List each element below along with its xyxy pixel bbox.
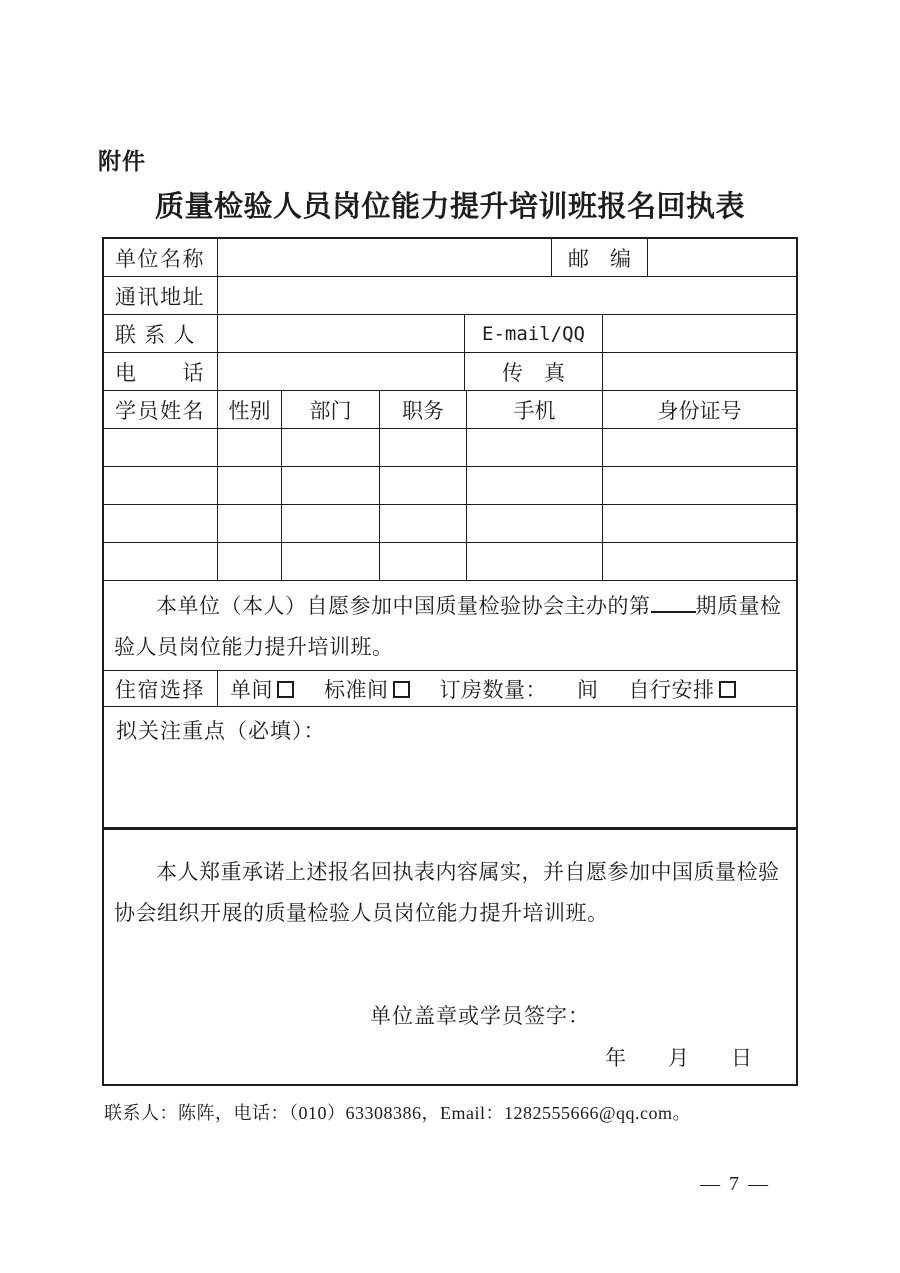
table-cell [603,543,796,580]
row-contact [104,315,796,353]
table-cell [282,467,380,504]
table-cell [218,467,282,504]
table-cell [104,543,218,580]
room-unit-label: 间 [577,677,599,702]
student-name-header: 学员姓名 [104,391,218,428]
table-cell [218,543,282,580]
checkbox-icon [393,681,410,698]
single-room-label: 单间 [230,677,273,702]
student-row [104,467,796,505]
table-cell [380,429,467,466]
contact-footer: 联系人：陈阵，电话：（010）63308386，Email：1282555666@qq.com。 [104,1103,692,1123]
participation-statement [114,586,786,668]
accommodation-options [218,671,796,706]
row-phone [104,353,796,391]
table-cell [104,467,218,504]
fax-label: 传 真 [465,353,603,390]
table-cell [104,505,218,542]
email-qq-label: E-mail/QQ [465,315,603,352]
row-unit-name [104,239,796,277]
table-cell [282,505,380,542]
accommodation-row [104,671,796,707]
session-number-blank [651,592,696,613]
fax-field [603,353,796,390]
registration-form-table [102,237,798,1086]
address-label: 通讯地址 [104,277,218,314]
contact-person-label: 联 系 人 [104,315,218,352]
table-cell [603,429,796,466]
address-field [218,277,796,314]
id-number-header: 身份证号 [657,398,742,423]
table-cell [104,429,218,466]
contact-person-field [218,315,465,352]
table-cell [603,467,796,504]
focus-label: 拟关注重点（必填）： [116,719,326,743]
mobile-header: 手机 [467,391,603,428]
table-cell [603,505,796,542]
standard-room-label: 标准间 [324,677,389,702]
single-room-option [230,674,294,704]
checkbox-icon [277,681,294,698]
booking-quantity-label: 订房数量： [439,677,547,702]
department-header: 部门 [282,391,380,428]
position-header: 职务 [380,391,467,428]
email-qq-field [603,315,796,352]
student-row [104,505,796,543]
checkbox-icon [719,681,736,698]
table-cell [380,543,467,580]
participation-text-before: 本单位（本人）自愿参加中国质量检验协会主办的第 [156,594,651,618]
student-row [104,543,796,581]
self-arrange-option [629,674,736,704]
date-line: 年 月 日 [605,1046,752,1070]
table-cell [380,467,467,504]
unit-name-field [218,239,552,276]
table-cell [218,429,282,466]
table-cell [218,505,282,542]
postal-code-label: 邮 编 [552,239,648,276]
row-address [104,277,796,315]
student-header-row [104,391,796,429]
page-title: 质量检验人员岗位能力提升培训班报名回执表 [154,191,745,223]
postal-code-field [648,239,796,276]
phone-label: 电 话 [104,353,218,390]
phone-field [218,353,465,390]
self-arrange-label: 自行安排 [628,677,715,702]
table-cell [282,543,380,580]
table-cell [467,505,603,542]
table-cell [282,429,380,466]
focus-row [104,707,796,827]
participation-text-after: 期质量检验人员岗位能力提升培训班。 [114,594,782,659]
gender-header: 性别 [218,391,282,428]
signature-label: 单位盖章或学员签字： [370,1004,590,1028]
table-cell [380,505,467,542]
table-cell [467,467,603,504]
student-row [104,429,796,467]
table-cell [467,543,603,580]
commitment-section [104,827,796,1084]
attachment-label: 附件 [98,148,146,174]
unit-name-label: 单位名称 [104,239,218,276]
standard-room-option [324,674,410,704]
page-number: — 7 — [700,1173,770,1195]
accommodation-label: 住宿选择 [104,671,218,706]
participation-section [104,581,796,671]
table-cell [467,429,603,466]
commitment-statement: 本人郑重承诺上述报名回执表内容属实，并自愿参加中国质量检验协会组织开展的质量检验人员岗位能力提升培训班。 [114,860,780,925]
